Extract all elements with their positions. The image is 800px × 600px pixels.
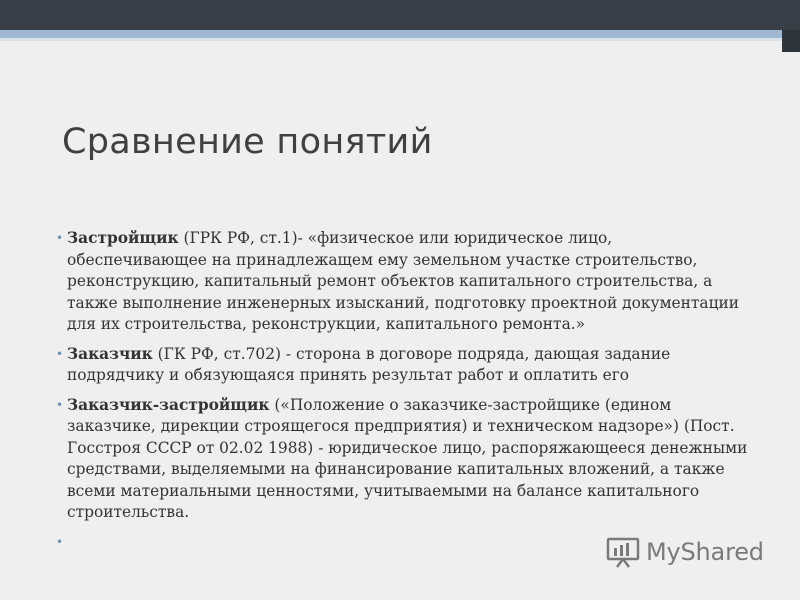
bullet-text: (ГРК РФ, ст.1)- «физическое или юридическое лицо, обеспечивающее на принадлежащем ему земельном участке строительство, реконструкцию, капитальный ремонт объектов капитального строительства, а также выполнение инженерных изысканий, подготовку проектной документации для их строительства, реконструкции, капитального ремонта.» [67, 229, 740, 333]
bullet-dot-icon: • [56, 231, 64, 245]
bullet-term: Заказчик-застройщик [67, 395, 270, 414]
myshared-watermark [606, 536, 764, 568]
top-right-accent [782, 30, 800, 52]
presentation-board-icon [606, 536, 640, 568]
bullet-dot-icon: • [56, 397, 64, 412]
bullet-dot-icon: • [56, 346, 64, 361]
bullet-term: Заказчик [67, 344, 153, 363]
bullet-item-zastroyshchik [56, 228, 756, 336]
top-accent-stripe [0, 30, 800, 38]
slide-title: Сравнение понятий [62, 122, 433, 162]
watermark-text: MyShared [646, 538, 764, 566]
bullet-text: («Положение о заказчике-застройщике (едином заказчике, дирекции строящегося предприятия) и техническом надзоре») (Пост. Госстроя СССР от 02.02 1988) - юридическое лицо, распоряжающееся денежными средствами, выделяемыми на финансирование капитальных вложений, а также всеми материальными ценностями, учитываемыми на балансе капитального строительства. [67, 395, 748, 521]
bullet-term: Застройщик [67, 229, 179, 247]
bullet-item-zakazchik-zastroyshchik [56, 395, 756, 524]
bullet-dot-icon: • [56, 534, 64, 549]
slide-content [56, 228, 756, 552]
bullet-item-zakazchik [56, 344, 756, 387]
top-header-band [0, 0, 800, 30]
bullet-text: (ГК РФ, ст.702) - сторона в договоре подряда, дающая задание подрядчику и обязующаяся принять результат работ и оплатить его [67, 344, 671, 384]
top-light-stripe [0, 38, 800, 41]
